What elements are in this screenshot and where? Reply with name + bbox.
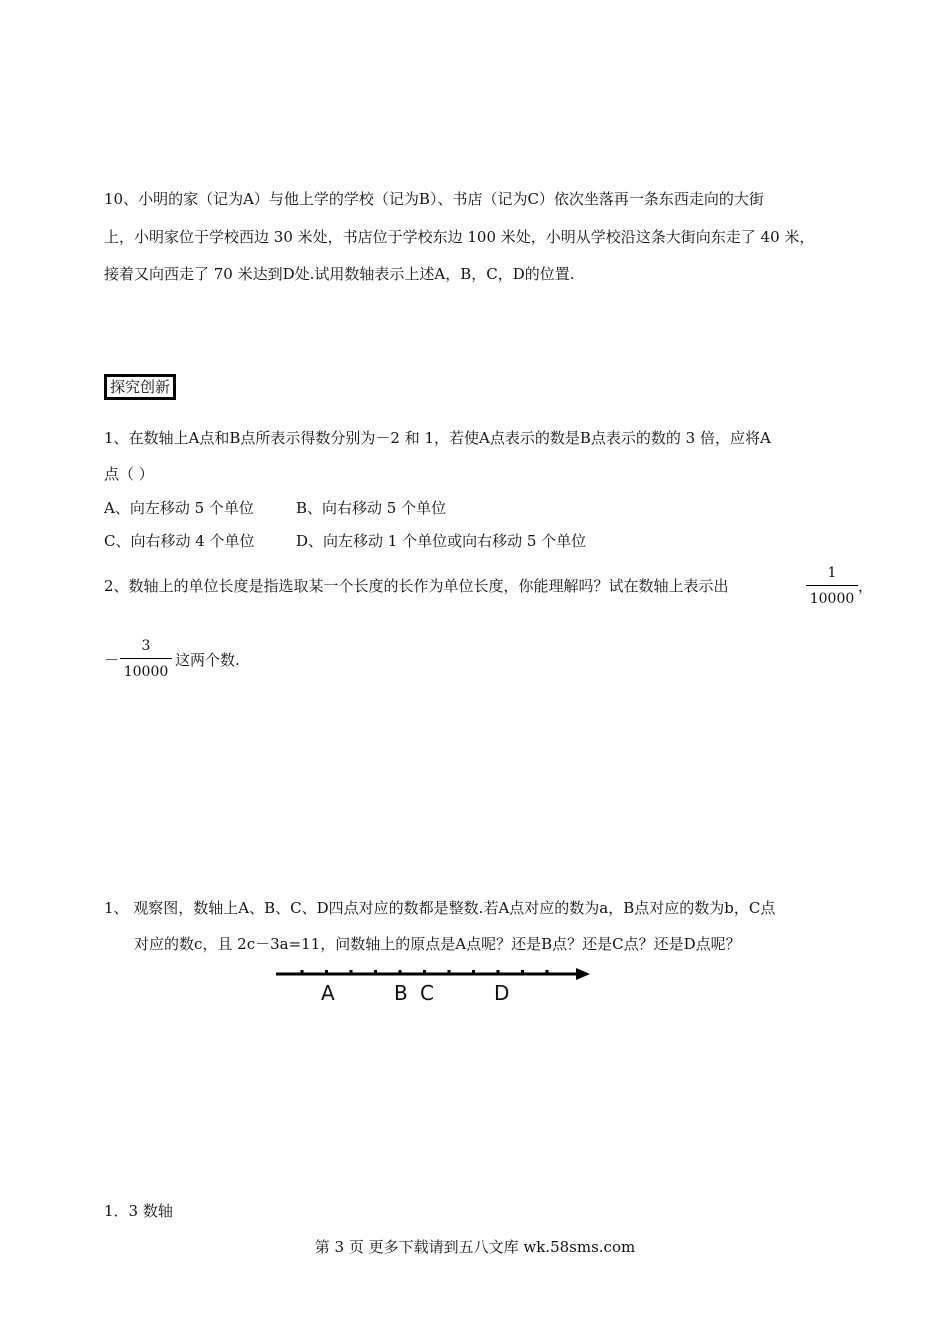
fraction-denominator: 10000: [123, 664, 169, 680]
arrow-right-icon: [576, 968, 590, 980]
section-title-explore-innovate: 探究创新: [104, 374, 176, 400]
q2-line-1: 2、数轴上的单位长度是指选取某一个长度的长作为单位长度，你能理解吗？试在数轴上表示出: [104, 577, 729, 595]
page-footer: 第 3 页 更多下载请到五八文库 wk.58sms.com: [314, 1238, 636, 1256]
q2-comma: ，: [858, 577, 874, 595]
fraction-numerator: 1: [827, 565, 837, 581]
q2-tail: 这两个数.: [175, 651, 240, 669]
fraction-bar: [806, 585, 858, 586]
q3-line-1: 1、 观察图，数轴上A、B、C、D四点对应的数都是整数.若A点对应的数为a，B点对应的数为b，C点: [104, 899, 776, 917]
point-label-b: B: [394, 981, 408, 1005]
problem-10-line-2: 上，小明家位于学校西边 30 米处，书店位于学校东边 100 米处，小明从学校沿这条大街向东走了 40 米，: [104, 228, 815, 246]
point-label-a: A: [321, 981, 335, 1005]
q1-option-b: B、向右移动 5 个单位: [296, 499, 447, 517]
fraction-numerator: 3: [141, 638, 151, 654]
fraction-bar: [120, 658, 172, 659]
fraction-3-over-10000: [120, 637, 172, 681]
q1-line-2: 点（ ）: [104, 465, 154, 483]
q1-option-c: C、向右移动 4 个单位: [104, 532, 255, 550]
minus-sign: －: [104, 651, 120, 669]
point-label-c: C: [420, 981, 434, 1005]
section-heading: 1．3 数轴: [104, 1202, 173, 1220]
fraction-denominator: 10000: [809, 591, 855, 607]
problem-10-line-3: 接着又向西走了 70 米达到D处.试用数轴表示上述A，B，C，D的位置.: [104, 265, 575, 283]
q3-line-2: 对应的数c，且 2c－3a=11，问数轴上的原点是A点呢？还是B点？还是C点？还是D点呢？: [134, 935, 741, 953]
problem-10-line-1: 10、小明的家（记为A）与他上学的学校（记为B）、书店（记为C）依次坐落再一条东西走向的大街: [104, 190, 764, 208]
q1-line-1: 1、在数轴上A点和B点所表示得数分别为－2 和 1，若使A点表示的数是B点表示的数的 3 倍，应将A: [104, 429, 771, 447]
q1-option-d: D、向左移动 1 个单位或向右移动 5 个单位: [296, 532, 587, 550]
fraction-1-over-10000: [806, 564, 858, 608]
q1-option-a: A、向左移动 5 个单位: [104, 499, 254, 517]
point-label-d: D: [494, 981, 510, 1005]
